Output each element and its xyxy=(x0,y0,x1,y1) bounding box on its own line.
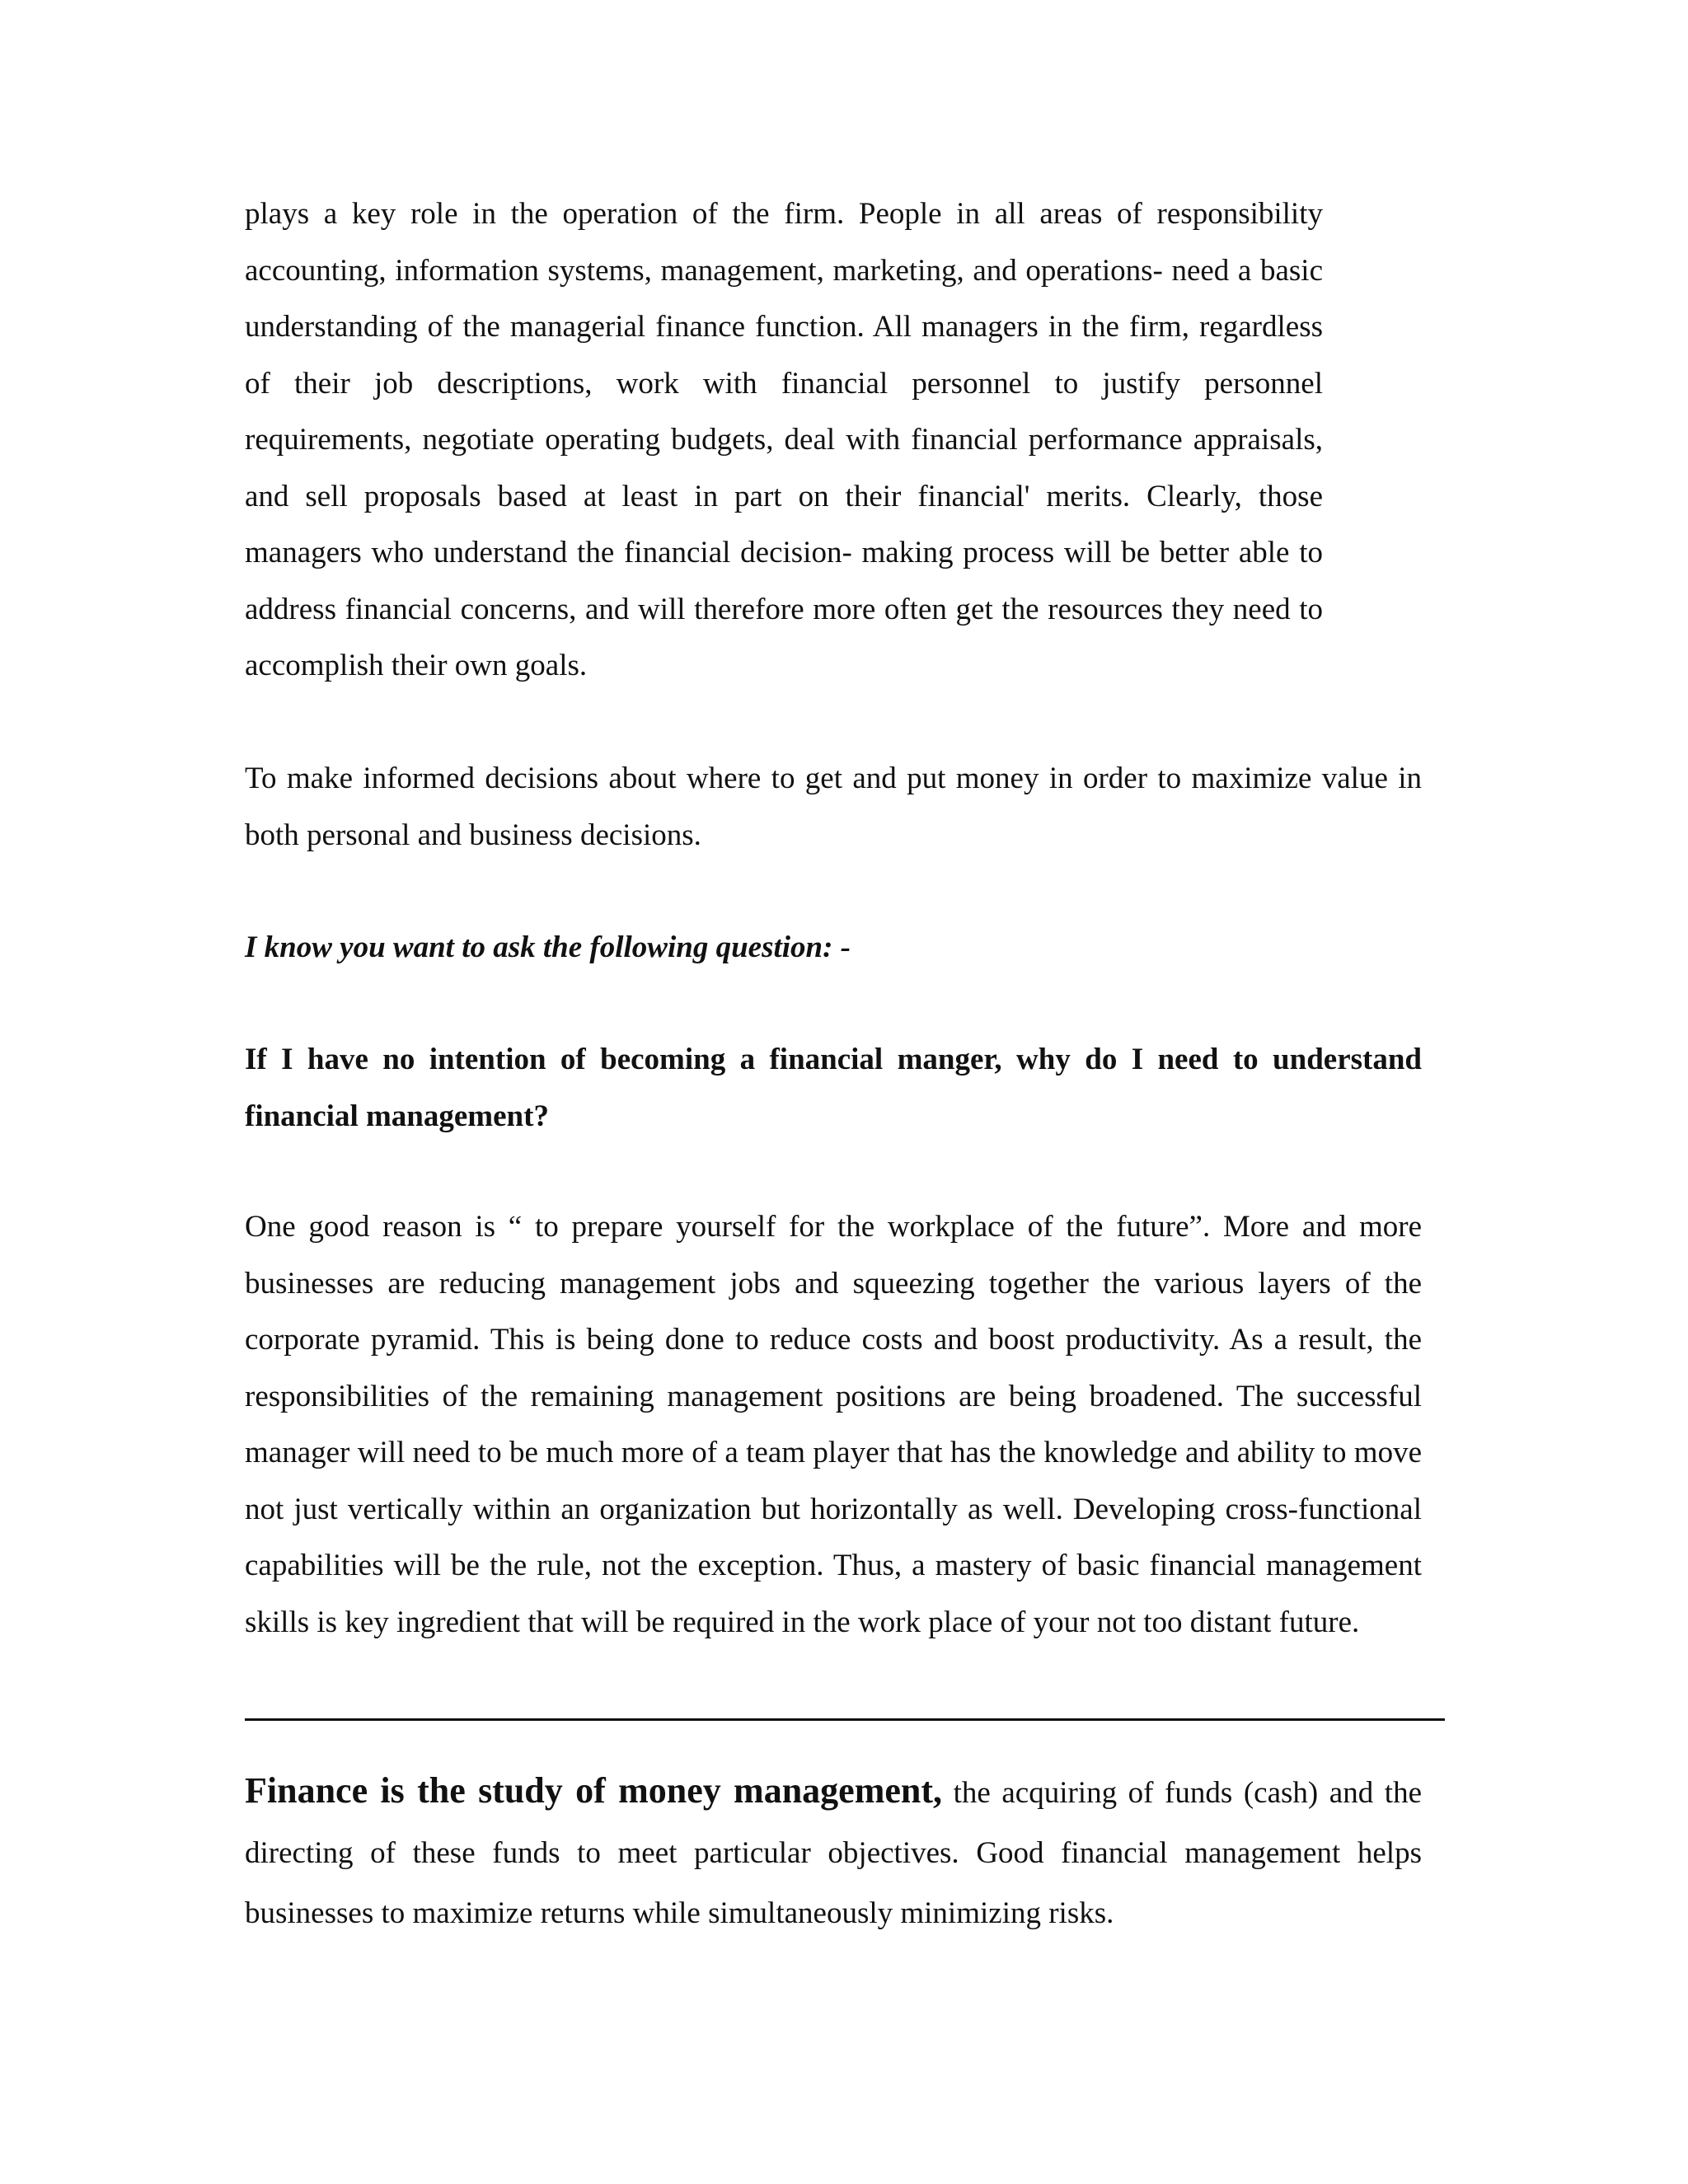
paragraph-informed-decisions: To make informed decisions about where to get and put money in order to maximize value in both personal and business decisions. xyxy=(245,762,1422,852)
question-intro: I know you want to ask the following question: - xyxy=(245,930,851,964)
paragraph-managers-role: plays a key role in the operation of the firm. People in all areas of responsibility accounting, information systems, management, marketing, and operations- need a basic understanding of the managerial finance function. All managers in the firm, regardless of their job descriptions, work with financial personnel to justify personnel requirements, negotiate operating budgets, deal with financial performance appraisals, and sell proposals based at least in part on their financial' merits. Clearly, those managers who understand the financial decision- making process will be better able to address financial concerns, and will therefore more often get the resources they need to accomplish their own goals. xyxy=(245,197,1323,682)
paragraph-workplace-future: One good reason is “ to prepare yourself for the workplace of the future”. More and more businesses are reducing management jobs and squeezing together the various layers of the corporate pyramid. This is being done to reduce costs and boost productivity. As a result, the responsibilities of the remaining management positions are being broadened. The successful manager will need to be much more of a team player that has the knowledge and ability to move not just vertically within an organization but horizontally as well. Developing cross-functional capabilities will be the rule, not the exception. Thus, a mastery of basic financial management skills is key ingredient that will be required in the work place of your not too distant future. xyxy=(245,1210,1422,1639)
paragraph-finance-definition xyxy=(245,1760,1422,1943)
question-heading: If I have no intention of becoming a financial manger, why do I need to understand financial management? xyxy=(245,1043,1422,1133)
horizontal-divider xyxy=(245,1718,1445,1721)
definition-rest: the acquiring of funds (cash) and the directing of these funds to meet particular objectives. Good financial management helps businesses to maximize returns while simultaneously minimizing risks. xyxy=(245,1776,1422,1930)
definition-lead: Finance is the study of money management, xyxy=(245,1770,943,1811)
